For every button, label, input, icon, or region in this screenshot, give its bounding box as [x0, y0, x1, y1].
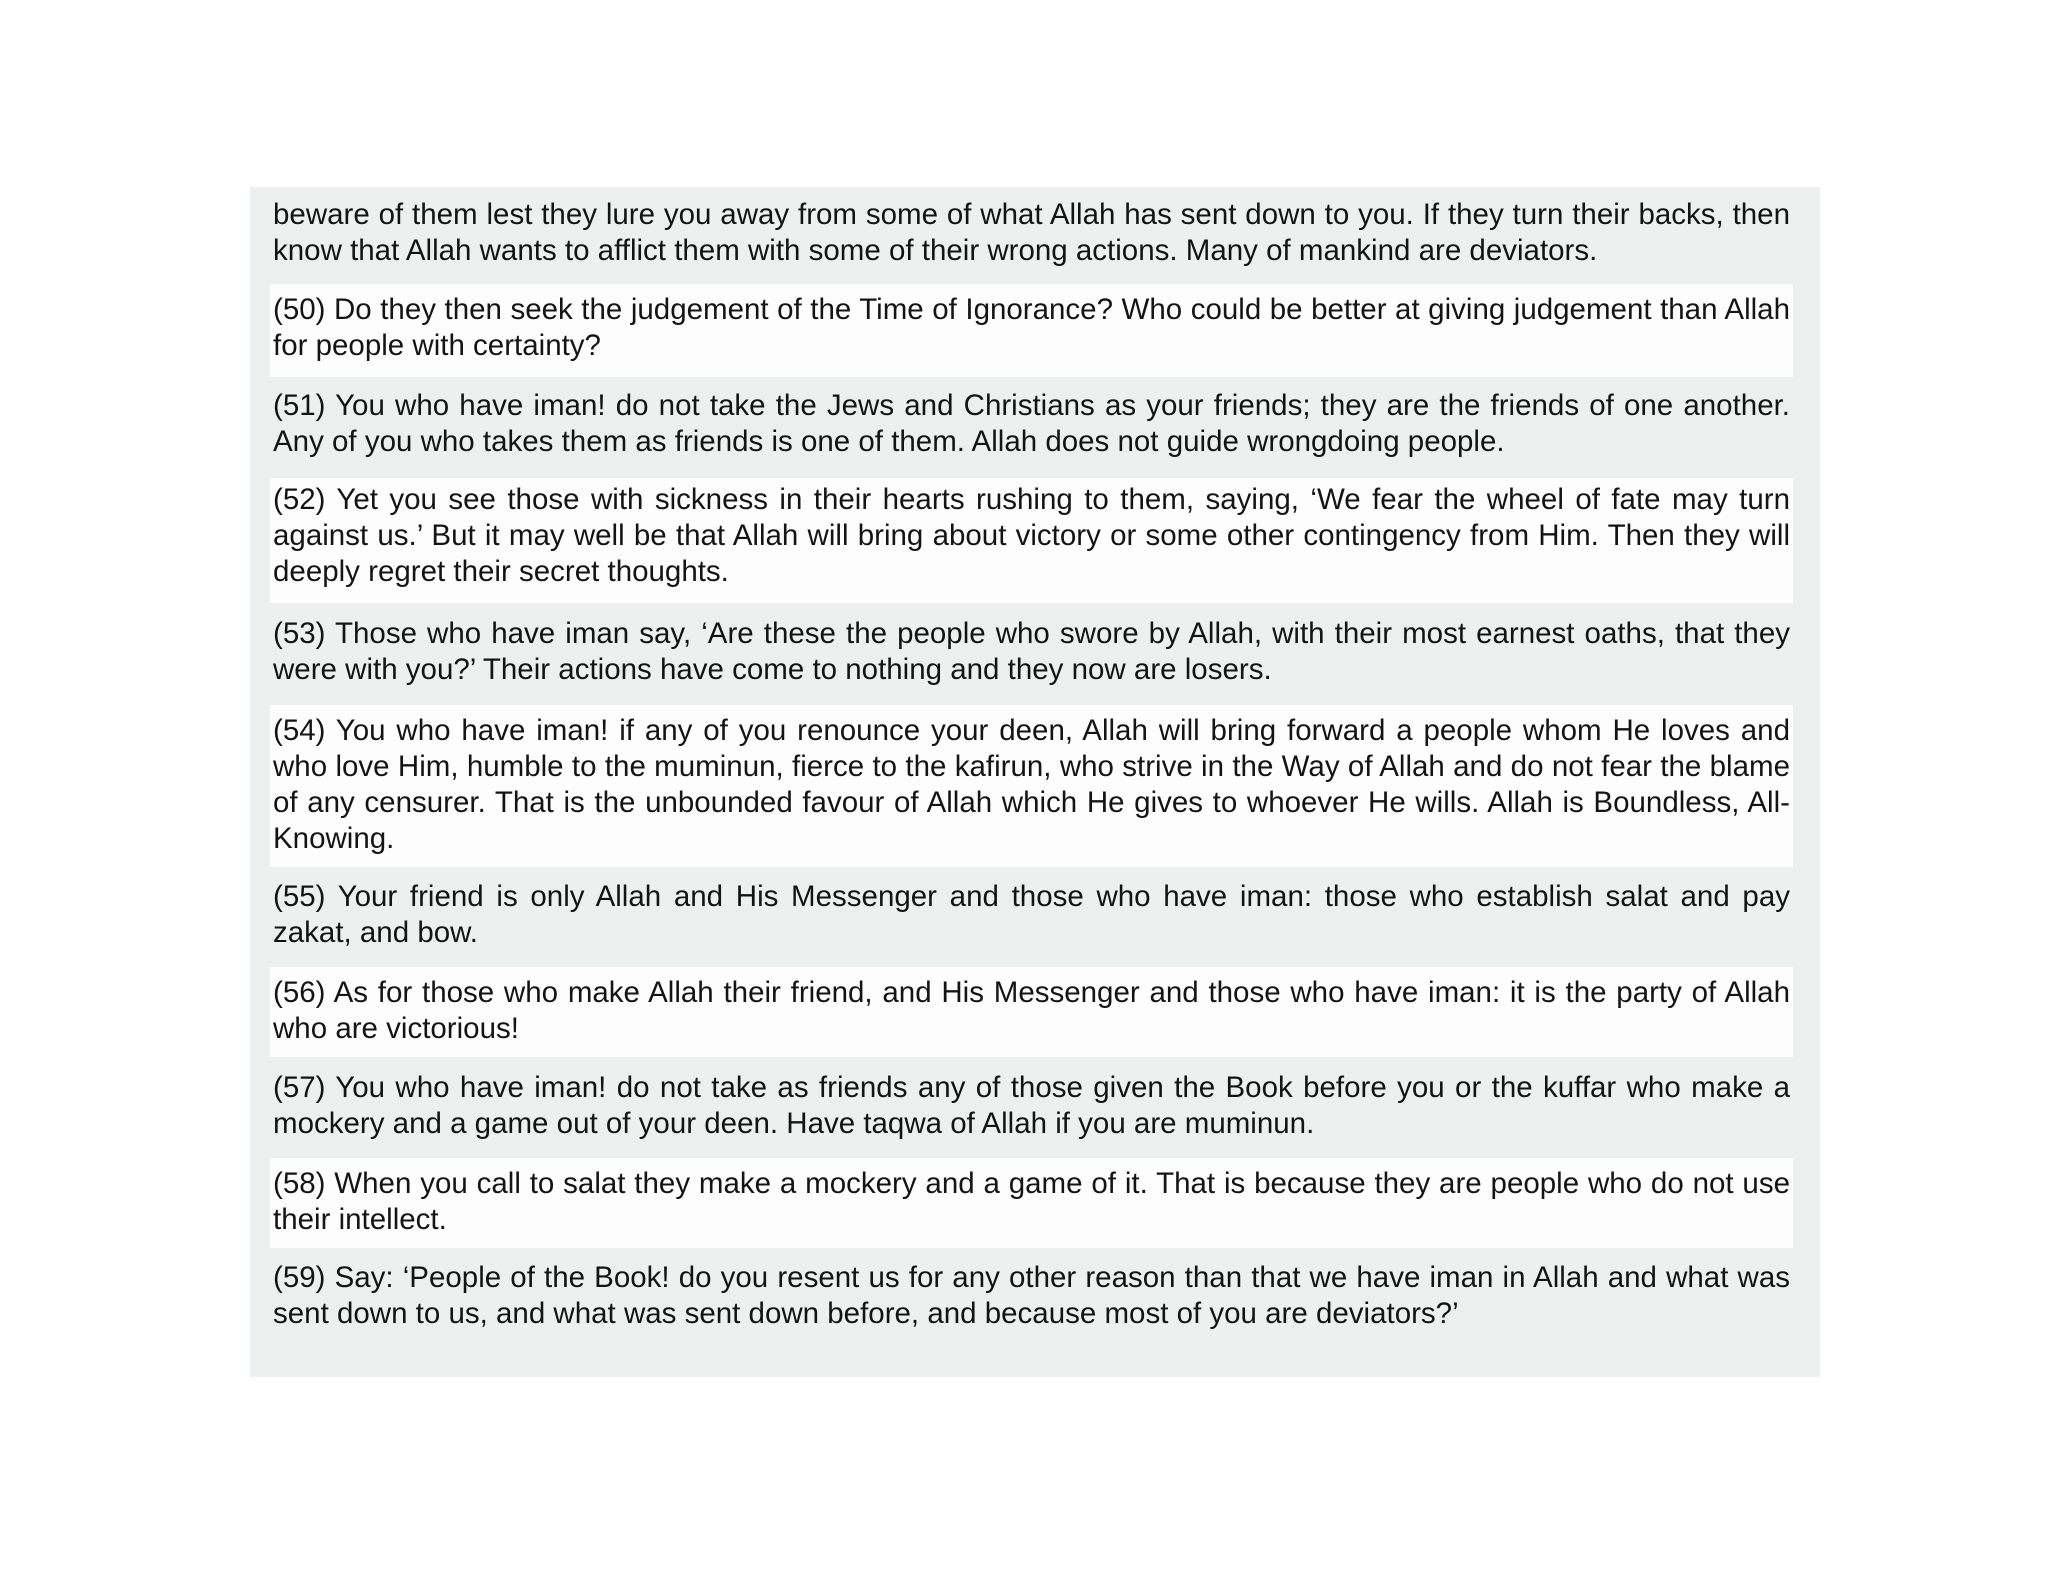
verse-59: (59) Say: ‘People of the Book! do you resent us for any other reason than that we have iman in Allah and what was sent down to us, and what was sent down before, and because most of you are deviators?’ — [270, 1248, 1793, 1348]
verse-56: (56) As for those who make Allah their friend, and His Messenger and those who have iman: it is the party of Allah who are victorious! — [270, 967, 1793, 1057]
verse-58: (58) When you call to salat they make a mockery and a game of it. That is because they are people who do not use their intellect. — [270, 1158, 1793, 1248]
verse-54: (54) You who have iman! if any of you renounce your deen, Allah will bring forward a people whom He loves and who love Him, humble to the muminun, fierce to the kafirun, who strive in the Way of Allah and do not fear the blame of any censurer. That is the unbounded favour of Allah which He gives to whoever He wills. Allah is Boundless, All-Knowing. — [270, 705, 1793, 867]
verse-text-block — [250, 187, 1820, 1377]
verse-continuation: beware of them lest they lure you away from some of what Allah has sent down to you. If they turn their backs, then know that Allah wants to afflict them with some of their wrong actions. Many of mankind are deviators. — [270, 197, 1793, 284]
verse-57: (57) You who have iman! do not take as friends any of those given the Book before you or the kuffar who make a mockery and a game out of your deen. Have taqwa of Allah if you are muminun. — [270, 1057, 1793, 1158]
verse-53: (53) Those who have iman say, ‘Are these the people who swore by Allah, with their most earnest oaths, that they were with you?’ Their actions have come to nothing and they now are losers. — [270, 603, 1793, 705]
verse-51: (51) You who have iman! do not take the Jews and Christians as your friends; they are the friends of one another. Any of you who takes them as friends is one of them. Allah does not guide wrongdoing people. — [270, 377, 1793, 478]
verse-50: (50) Do they then seek the judgement of the Time of Ignorance? Who could be better at giving judgement than Allah for people with certainty? — [270, 284, 1793, 377]
verse-55: (55) Your friend is only Allah and His Messenger and those who have iman: those who establish salat and pay zakat, and bow. — [270, 867, 1793, 967]
verse-52: (52) Yet you see those with sickness in their hearts rushing to them, saying, ‘We fear the wheel of fate may turn against us.’ But it may well be that Allah will bring about victory or some other contingency from Him. Then they will deeply regret their secret thoughts. — [270, 478, 1793, 603]
